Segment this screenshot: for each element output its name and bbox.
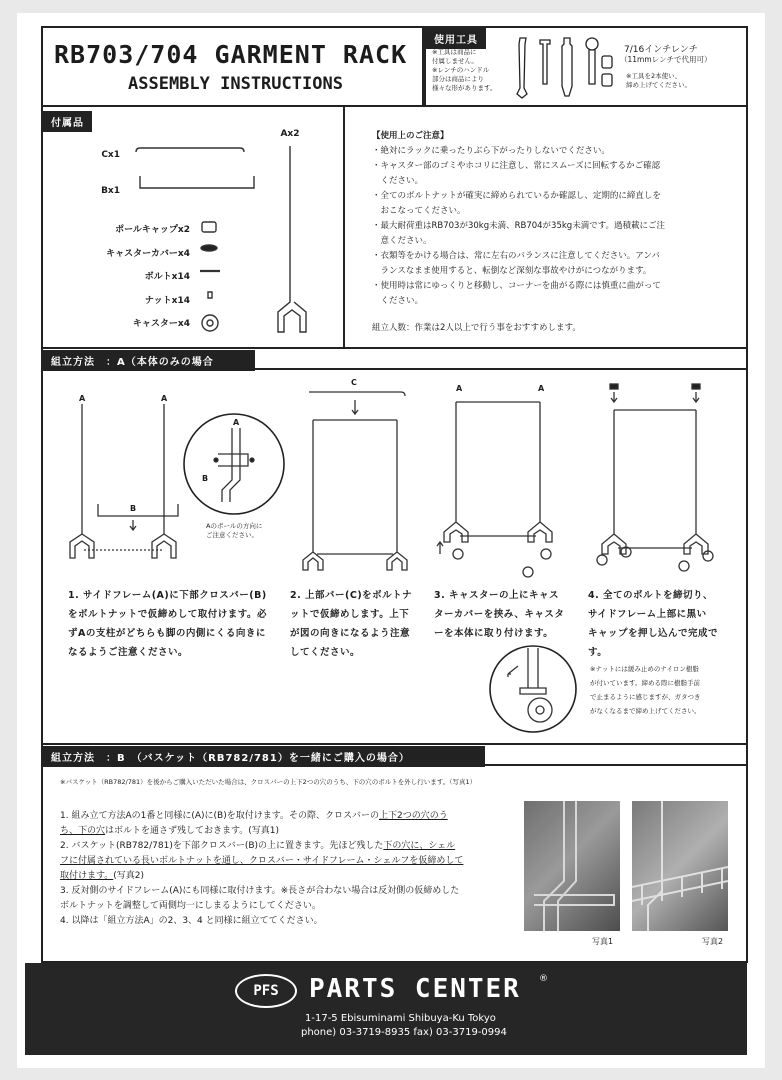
footer [25, 963, 747, 1055]
pfs-logo: PFS [235, 974, 297, 1008]
phone-fax: phone) 03-3719-8935 fax) 03-3719-0994 [301, 1027, 507, 1038]
step2-text: 2. 上部バー(C)をボルトナ ットで仮締めします。上下 が図の向きになるよう注意 してください。 [290, 590, 413, 658]
side-frame-a-shape [278, 146, 306, 332]
tools-note-right: ※工具を2本使い、 締め上げてください。 [626, 72, 691, 89]
parts-divider [343, 107, 345, 349]
part-label-c: Cx1 [101, 150, 120, 160]
parts-label: 付属品 [43, 111, 92, 132]
tools-note-left: ※工具は商品に 付属しません。 ※レンチのハンドル 部分は商品により 様々な形があります。 [432, 48, 497, 92]
part-label-caster-cover: キャスターカバーx4 [106, 249, 190, 259]
socket-wrench-icon [586, 38, 598, 84]
pole-cap-shape [202, 222, 216, 232]
parts-illustration [130, 140, 330, 340]
part-label-nut: ナットx14 [144, 296, 190, 306]
ratchet-handle-icon [562, 38, 572, 96]
part-label-pole-cap: ポールキャップx2 [115, 225, 190, 235]
step3-label-a-left: A [456, 384, 463, 393]
caster-cover-shape [201, 245, 217, 251]
page-title: RB703/704 GARMENT RACK [54, 40, 408, 69]
address: 1-17-5 Ebisuminami Shibuya-Ku Tokyo [305, 1013, 496, 1024]
part-label-a: Ax2 [280, 129, 300, 139]
part-label-b: Bx1 [101, 186, 120, 196]
zoom-label-b: B [202, 474, 209, 483]
nut-shape [208, 292, 212, 298]
step2-diagram [295, 378, 415, 573]
top-bar-c-shape [136, 148, 244, 152]
brand-name: PARTS CENTER [309, 974, 521, 1004]
method-a-label: 組立方法 ：A（本体のみの場合 [43, 350, 255, 371]
tools-label: 使用工具 [426, 28, 486, 49]
step4-diagram [590, 380, 720, 575]
method-b-note: ※バスケット（RB782/781）を後からご購入いただいた場合は、クロスバーの上下2つの穴のうち、下の穴のボルトを外し行います。（写真1） [60, 778, 477, 786]
method-b-steps: 1. 組み立て方法Aの1番と同様に(A)に(B)を取付けます。その際、クロスバーの上下2つの穴のう ち、下の穴はボルトを通さず残しておきます。(写真1) 2. バスケット(RB782/781)を下部クロスバー(B)の上に置きます。先ほど残した下の穴に、シェル フに付属されている長いボルトナットを通し、クロスバー・サイドフレーム・シェルフを仮締めして 取付けます。(写真2) 3. 反対側のサイドフレーム(A)にも同様に取付けます。※長さが合わない場合は反対側の仮締めした ボルトナットを調整して両側均一にしまるようにしてください。 4. 以降は「組立方法A」の2、3、4 と同様に組立ててください。 [60, 811, 464, 926]
step4-text: 4. 全てのボルトを締切り、 サイドフレーム上部に黒い キャップを押し込んで完成で す。 [588, 590, 719, 658]
step3-text: 3. キャスターの上にキャス ターカバーを挟み、キャスタ ーを本体に取り付けます。 [434, 590, 565, 639]
photo-2-caption: 写真2 [702, 937, 724, 946]
step3-label-a-right: A [538, 384, 545, 393]
method-b-label: 組立方法 ：B （バスケット（RB782/781）を一緒にご購入の場合） [43, 746, 485, 767]
combination-wrench-icon [517, 38, 527, 98]
zoom-note: Aのポールの方向に ご注意ください。 [206, 522, 263, 539]
tools-illustration [512, 34, 617, 104]
photo-1-caption: 写真1 [592, 937, 614, 946]
step1-label-a-left: A [79, 394, 86, 403]
photo-2 [632, 801, 728, 931]
registered-mark: ® [539, 974, 548, 984]
wrench-size-label: 7/16インチレンチ [624, 45, 698, 55]
caster-zoom-circle [488, 644, 578, 734]
caution-text: 【使用上のご注意】 ・絶対にラックに乗ったりぶら下がったりしないでください。 ・キャスター部のゴミやホコリに注意し、常にスムーズに回転するかご確認 ください。 ・全てのボルトナットが確実に締められているか確認し、定期的に締直しを おこなってください。 ・最大耐荷重はRB703が30kg未満、RB704が35kg未満です。過積載にご注 意ください。 ・衣類等をかける場合は、常に左右のバランスに注意してください。アンバ ランスなまま使用すると、転倒など深刻な事故やけがにつながります。 ・使用時は常にゆっくりと移動し、コーナーを曲がる際には慎重に曲がって ください。 組立人数：作業は2人以上で行う事をおすすめします。 [372, 131, 666, 333]
socket-icon [602, 56, 612, 86]
step1-diagram [60, 390, 190, 570]
photo-1 [524, 801, 620, 931]
hex-key-icon [540, 40, 550, 84]
part-label-caster: キャスターx4 [132, 319, 190, 329]
page-subtitle: ASSEMBLY INSTRUCTIONS [128, 74, 343, 94]
caster-shape [202, 315, 218, 331]
method-a-rule [41, 368, 748, 370]
step1-label-a-right: A [161, 394, 168, 403]
step3-diagram [432, 386, 562, 581]
step1-text: 1. サイドフレーム(A)に下部クロスバー(B) をボルトナットで仮締めして取付けます。必 ずAの支柱がどちらも脚の内側にくる向きに なるようご注意ください。 [68, 590, 268, 658]
cross-bar-b-shape [140, 176, 254, 188]
zoom-label-a: A [233, 418, 240, 427]
step1-label-b: B [130, 504, 137, 513]
method-b-rule [41, 764, 748, 766]
part-label-bolt: ボルトx14 [144, 272, 190, 282]
step2-label-c: C [351, 378, 357, 387]
step4-nut-note: ※ナットには緩み止めのナイロン樹脂 が付いています。締める際に樹脂手前 で止まるように感じますが、ガタつき がなくなるまで締め上げてください。 [590, 665, 701, 715]
wrench-alt-label: （11mmレンチで代用可） [620, 55, 712, 64]
